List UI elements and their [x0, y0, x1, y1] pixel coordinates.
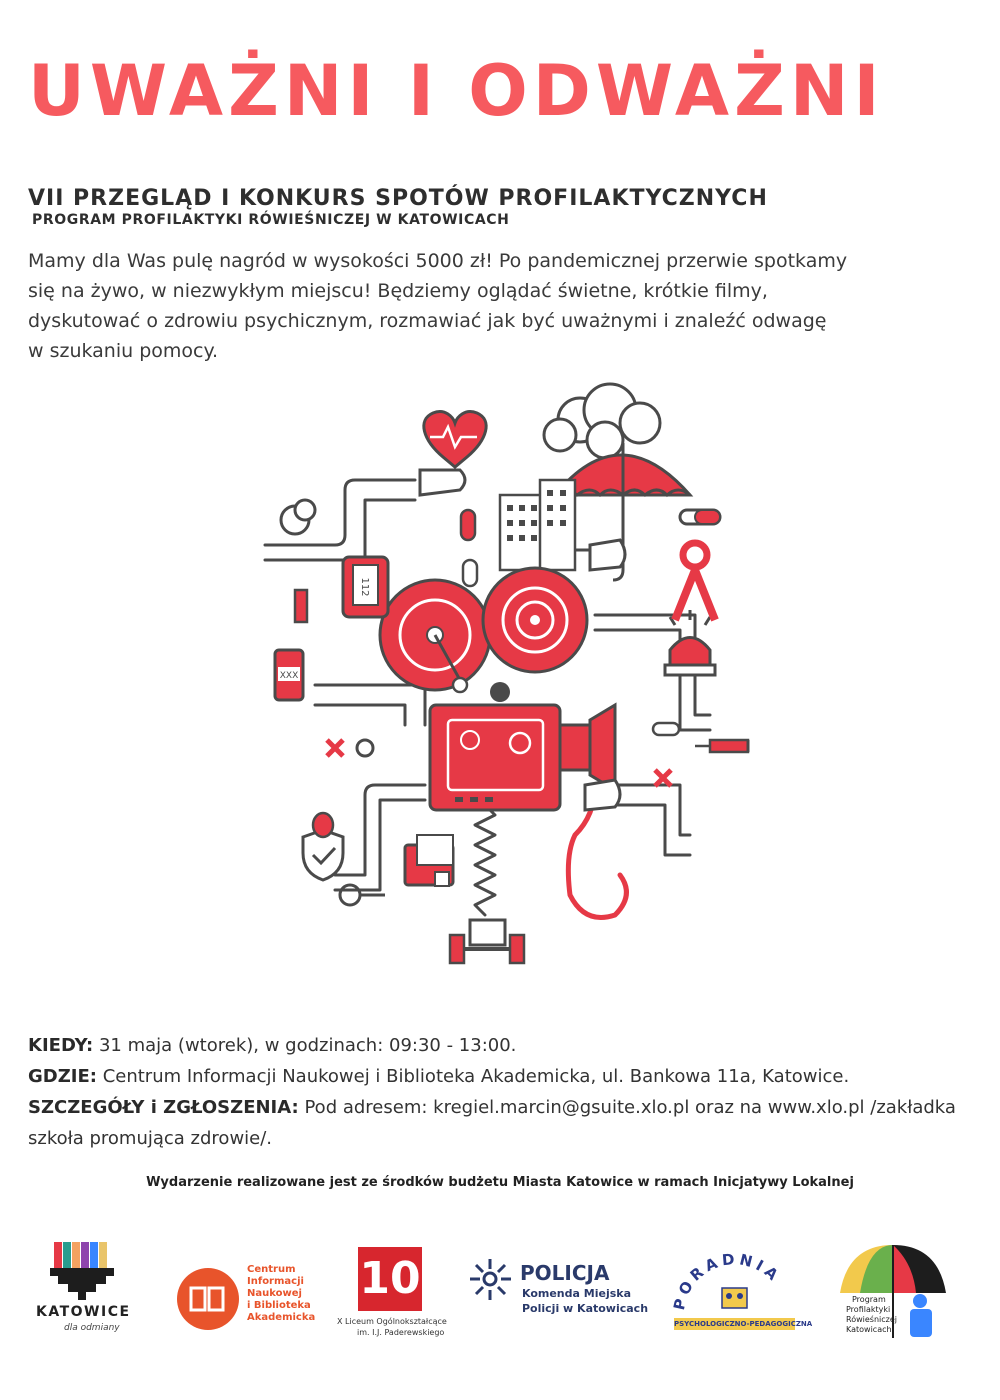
film-reel-left — [380, 580, 490, 692]
heart-icon — [424, 412, 486, 467]
katowice-logo — [30, 1240, 140, 1340]
policja-line1: Komenda Miejska — [522, 1287, 632, 1300]
event-details — [28, 1030, 973, 1154]
camera-body — [430, 682, 560, 810]
xlo-line1: X Liceum Ogólnokształcące — [337, 1317, 447, 1326]
program-line2: Profilaktyki — [846, 1305, 891, 1314]
policja-logo — [468, 1255, 649, 1325]
policja-line2: Policji w Katowicach — [522, 1302, 649, 1315]
cinib-line3: Naukowej — [247, 1288, 302, 1299]
program-line1: Program — [852, 1295, 886, 1304]
policja-name: POLICJA — [520, 1261, 610, 1285]
where-value: Centrum Informacji Naukowej i Biblioteka Akademicka, ul. Bankowa 11a, Katowice. — [102, 1066, 850, 1087]
when-row — [28, 1030, 973, 1061]
awareness-ribbon-icon — [675, 543, 715, 620]
spring-leg — [475, 805, 495, 915]
siren-icon — [665, 610, 715, 675]
hand-right — [590, 540, 625, 570]
phone-icon — [343, 557, 388, 617]
clouds-icon — [544, 384, 660, 458]
cinib-line1: Centrum — [247, 1264, 296, 1275]
syringe-icon — [695, 740, 748, 752]
cinib-line4: i Biblioteka — [247, 1300, 311, 1311]
cinib-line2: Informacji — [247, 1276, 304, 1287]
page-title: UWAŻNI I ODWAŻNI — [28, 50, 885, 132]
program-line4: Katowicach — [846, 1325, 892, 1334]
capsule-icon — [653, 723, 679, 735]
program-subtitle: PROGRAM PROFILAKTYKI RÓWIEŚNICZEJ W KATOWICACH — [32, 212, 510, 228]
when-label: KIEDY: — [28, 1035, 94, 1056]
film-camera-illustration — [165, 385, 805, 975]
camera-lens — [560, 705, 615, 790]
film-reel-right — [483, 568, 587, 672]
no-entry-icon — [357, 740, 373, 756]
info-value[interactable]: Pod adresem: kregiel.marcin@gsuite.xlo.pl oraz na www.xlo.pl /zakładka szkoła promująca zdrowie/. — [28, 1097, 956, 1149]
program-line3: Rówieśniczej — [846, 1315, 897, 1324]
pipe-right-bottom — [605, 805, 690, 855]
cross-icon-left — [327, 740, 343, 756]
hand-bottom — [470, 920, 505, 945]
hand-top — [420, 470, 465, 495]
xlo-line2: im. I.J. Paderewskiego — [357, 1328, 445, 1337]
bug-icon — [313, 813, 333, 837]
phone-label: 112 — [359, 577, 370, 597]
pill-icon — [461, 510, 475, 540]
bottle-label: XXX — [279, 671, 299, 681]
hand-lower-right — [585, 780, 620, 810]
poradnia-arc: PORADNIA — [672, 1250, 785, 1312]
info-label: SZCZEGÓŁY i ZGŁOSZENIA: — [28, 1097, 299, 1118]
intro-paragraph: Mamy dla Was pulę nagród w wysokości 5000 zł! Po pandemicznej przerwie spotkamy się na żywo, w niezwykłym miejscu! Będziemy oglądać świetne, krótkie filmy, dyskutować o zdrowiu psychicznym, rozmawiać jak być uważnymi i znaleźć odwagę w szukaniu pomocy. — [28, 250, 848, 362]
poradnia-logo — [672, 1250, 813, 1335]
program-logo — [838, 1243, 948, 1340]
katowice-name: KATOWICE — [36, 1304, 131, 1320]
folder-icon — [405, 835, 453, 886]
key-icon — [340, 885, 385, 905]
cinib-line5: Akademicka — [247, 1312, 316, 1323]
katowice-tagline: dla odmiany — [64, 1323, 120, 1333]
bottle-icon — [275, 650, 303, 700]
info-row — [28, 1092, 973, 1154]
where-row — [28, 1061, 973, 1092]
cinib-logo — [175, 1262, 315, 1342]
event-subtitle: VII PRZEGLĄD I KONKURS SPOTÓW PROFILAKTYCZNYCH — [28, 186, 768, 211]
xlo-logo — [335, 1245, 450, 1340]
test-tube-icon — [680, 510, 720, 524]
buildings-icon — [500, 480, 575, 570]
xlo-mark: 10 — [358, 1247, 422, 1311]
poradnia-bottom: PSYCHOLOGICZNO-PEDAGOGICZNA — [674, 1320, 813, 1328]
funding-note: Wydarzenie realizowane jest ze środków budżetu Miasta Katowice w ramach Inicjatywy Lokalnej — [146, 1175, 854, 1190]
where-label: GDZIE: — [28, 1066, 97, 1087]
when-value: 31 maja (wtorek), w godzinach: 09:30 - 13:00. — [98, 1035, 517, 1056]
